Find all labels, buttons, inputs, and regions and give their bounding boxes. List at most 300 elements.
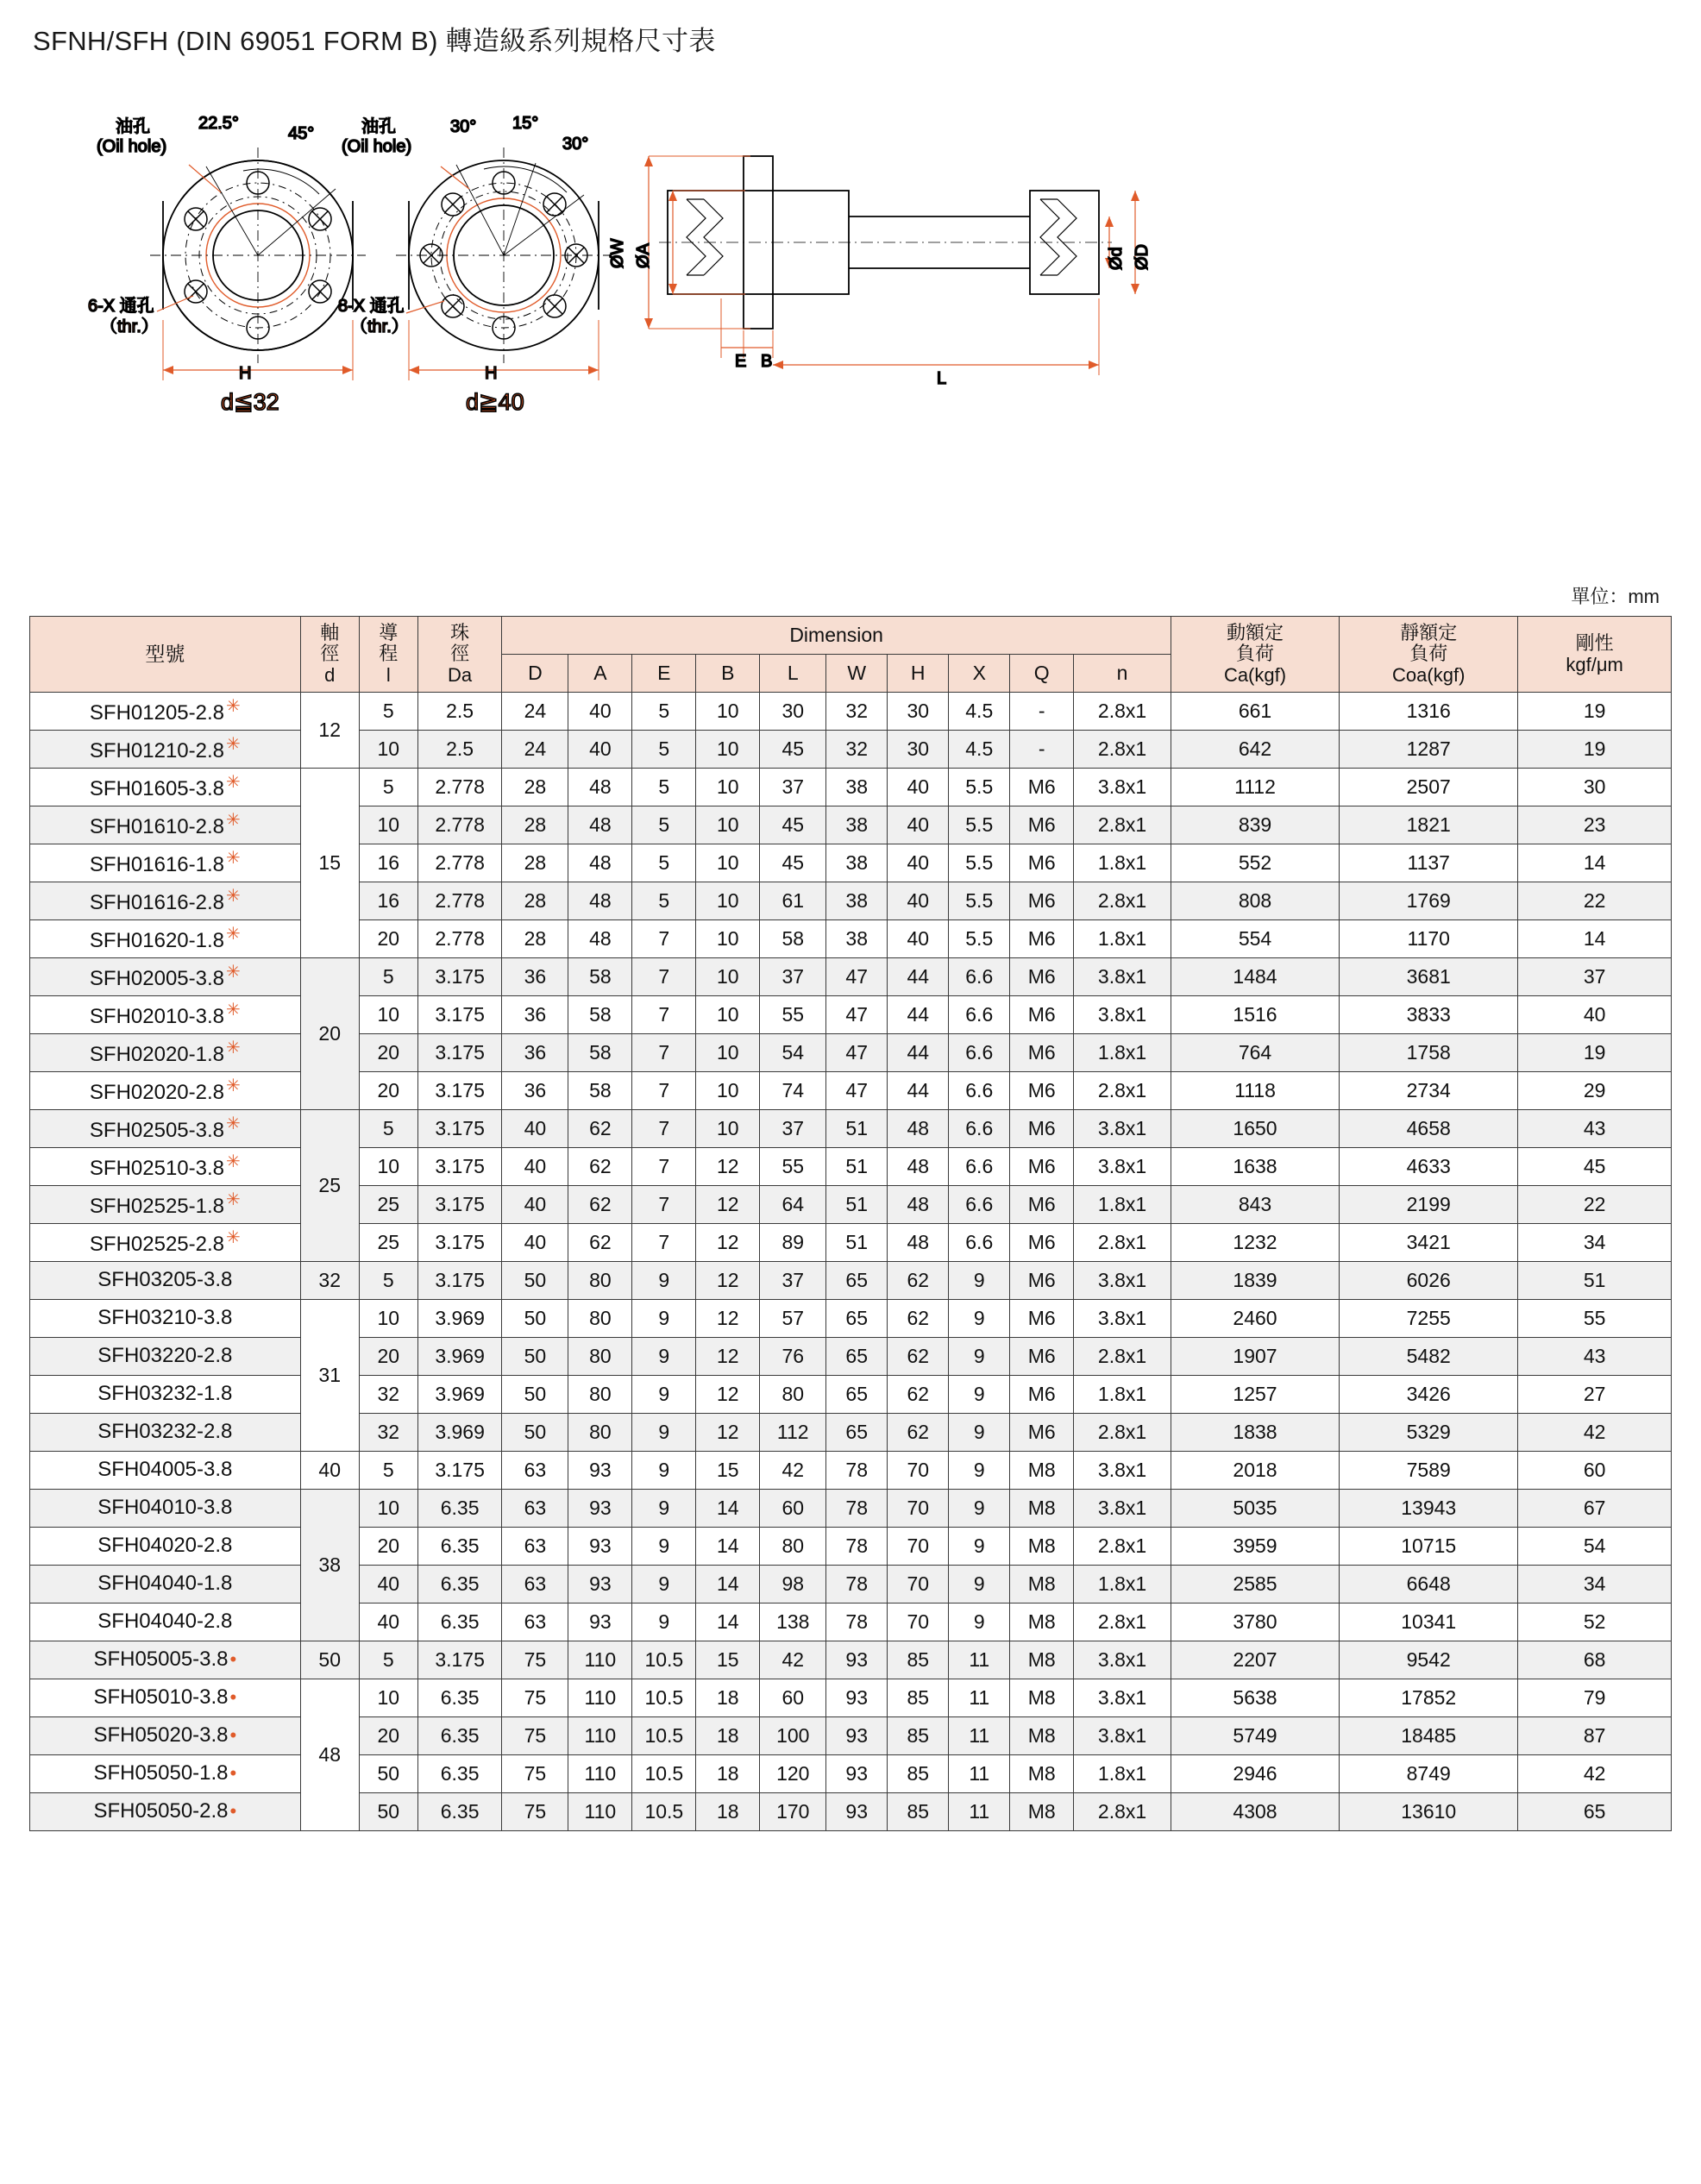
cell-w: 38 xyxy=(826,920,888,958)
cell-l: 45 xyxy=(760,844,826,882)
cell-w: 47 xyxy=(826,958,888,996)
header-dyn-l2: 負荷 xyxy=(1236,643,1275,665)
cell-rig: 51 xyxy=(1518,1262,1672,1300)
cell-n: 2.8x1 xyxy=(1074,693,1171,731)
cell-e: 7 xyxy=(632,1110,696,1148)
table-body xyxy=(30,693,1672,1831)
cell-d: 63 xyxy=(502,1603,568,1641)
cell-d: 24 xyxy=(502,693,568,731)
cell-coa: 4658 xyxy=(1340,1110,1518,1148)
cell-l: 5 xyxy=(359,1262,417,1300)
cell-model: SFH01605-3.8 ✳ xyxy=(30,769,301,806)
cell-w: 65 xyxy=(826,1376,888,1414)
cell-b: 18 xyxy=(696,1793,760,1831)
cell-ca: 552 xyxy=(1171,844,1339,882)
cell-coa: 18485 xyxy=(1340,1717,1518,1755)
cell-x: 6.6 xyxy=(949,996,1010,1034)
cell-l: 45 xyxy=(760,731,826,769)
cell-w: 47 xyxy=(826,996,888,1034)
cell-model: SFH02525-2.8 ✳ xyxy=(30,1224,301,1262)
star-marker-icon: ✳ xyxy=(226,735,241,755)
cell-da: 2.778 xyxy=(417,769,502,806)
cell-l: 50 xyxy=(359,1755,417,1793)
cell-e: 7 xyxy=(632,1186,696,1224)
cell-x: 5.5 xyxy=(949,844,1010,882)
cell-n: 3.8x1 xyxy=(1074,1148,1171,1186)
cell-coa: 6026 xyxy=(1340,1262,1518,1300)
cell-b: 10 xyxy=(696,1034,760,1072)
cell-q: M6 xyxy=(1010,1338,1074,1376)
cell-h: 62 xyxy=(888,1338,949,1376)
cell-model: SFH01616-2.8 ✳ xyxy=(30,882,301,920)
cell-l: 42 xyxy=(760,1641,826,1679)
cell-h: 48 xyxy=(888,1148,949,1186)
cell-model: SFH01616-1.8 ✳ xyxy=(30,844,301,882)
cell-n: 3.8x1 xyxy=(1074,1490,1171,1528)
cell-w: 78 xyxy=(826,1566,888,1603)
cell-rig: 27 xyxy=(1518,1376,1672,1414)
header-dim-x: X xyxy=(949,655,1010,693)
left-angle-45: 45° xyxy=(288,124,315,143)
cell-q: M8 xyxy=(1010,1793,1074,1831)
cell-model: SFH01620-1.8 ✳ xyxy=(30,920,301,958)
cell-model: SFH04020-2.8 xyxy=(30,1528,301,1566)
cell-a: 62 xyxy=(568,1186,632,1224)
cell-x: 6.6 xyxy=(949,1224,1010,1262)
cell-l: 89 xyxy=(760,1224,826,1262)
cell-model: SFH01210-2.8 ✳ xyxy=(30,731,301,769)
cell-q: M8 xyxy=(1010,1490,1074,1528)
cell-b: 15 xyxy=(696,1452,760,1490)
cell-b: 12 xyxy=(696,1338,760,1376)
cell-h: 44 xyxy=(888,1034,949,1072)
cell-coa: 8749 xyxy=(1340,1755,1518,1793)
cell-ca: 843 xyxy=(1171,1186,1339,1224)
cell-rig: 54 xyxy=(1518,1528,1672,1566)
cell-x: 9 xyxy=(949,1338,1010,1376)
header-dimension: Dimension xyxy=(502,617,1171,655)
cell-ca: 1839 xyxy=(1171,1262,1339,1300)
cell-model: SFH05050-1.8• xyxy=(30,1755,301,1793)
cell-w: 38 xyxy=(826,844,888,882)
star-marker-icon: ✳ xyxy=(226,697,241,717)
cell-l: 25 xyxy=(359,1186,417,1224)
cell-e: 5 xyxy=(632,769,696,806)
header-dim-q: Q xyxy=(1010,655,1074,693)
cell-rig: 37 xyxy=(1518,958,1672,996)
header-lead xyxy=(359,617,417,693)
header-ball-dia-l3: Da xyxy=(448,663,473,686)
cell-d: 28 xyxy=(502,806,568,844)
cell-w: 78 xyxy=(826,1603,888,1641)
cell-d: 40 xyxy=(502,1110,568,1148)
cell-e: 10.5 xyxy=(632,1755,696,1793)
table-row xyxy=(30,1603,1672,1641)
cell-da: 6.35 xyxy=(417,1717,502,1755)
cell-e: 5 xyxy=(632,882,696,920)
cell-b: 12 xyxy=(696,1376,760,1414)
cell-a: 48 xyxy=(568,882,632,920)
cell-n: 2.8x1 xyxy=(1074,1072,1171,1110)
cell-rig: 22 xyxy=(1518,882,1672,920)
cell-rig: 43 xyxy=(1518,1110,1672,1148)
left-view-caption: d≦32 xyxy=(221,389,279,415)
cell-e: 7 xyxy=(632,1148,696,1186)
cell-h: 85 xyxy=(888,1793,949,1831)
cell-b: 10 xyxy=(696,731,760,769)
cell-h: 70 xyxy=(888,1566,949,1603)
table-row xyxy=(30,1224,1672,1262)
cell-h: 48 xyxy=(888,1110,949,1148)
cell-x: 4.5 xyxy=(949,731,1010,769)
cell-q: M8 xyxy=(1010,1641,1074,1679)
cell-rig: 19 xyxy=(1518,693,1672,731)
cell-q: M6 xyxy=(1010,1186,1074,1224)
cell-da: 6.35 xyxy=(417,1528,502,1566)
cell-w: 78 xyxy=(826,1490,888,1528)
cell-h: 44 xyxy=(888,996,949,1034)
cell-q: - xyxy=(1010,731,1074,769)
cell-h: 85 xyxy=(888,1679,949,1717)
cell-rig: 40 xyxy=(1518,996,1672,1034)
cell-ca: 1838 xyxy=(1171,1414,1339,1452)
cell-shaft-dia: 38 xyxy=(300,1490,359,1641)
cell-w: 47 xyxy=(826,1072,888,1110)
cell-h: 44 xyxy=(888,1072,949,1110)
table-row xyxy=(30,958,1672,996)
cell-da: 3.175 xyxy=(417,1224,502,1262)
cell-w: 32 xyxy=(826,731,888,769)
cell-shaft-dia: 25 xyxy=(300,1110,359,1262)
cell-n: 3.8x1 xyxy=(1074,1679,1171,1717)
cell-h: 62 xyxy=(888,1300,949,1338)
header-dim-l: L xyxy=(760,655,826,693)
header-rig-l1: 剛性 xyxy=(1575,631,1614,654)
cell-a: 93 xyxy=(568,1528,632,1566)
cell-n: 1.8x1 xyxy=(1074,1566,1171,1603)
cell-coa: 17852 xyxy=(1340,1679,1518,1717)
cell-x: 5.5 xyxy=(949,769,1010,806)
cell-q: M6 xyxy=(1010,1376,1074,1414)
header-dim-a: A xyxy=(568,655,632,693)
cell-da: 6.35 xyxy=(417,1490,502,1528)
cell-rig: 43 xyxy=(1518,1338,1672,1376)
cell-x: 9 xyxy=(949,1414,1010,1452)
star-marker-icon: ✳ xyxy=(226,849,241,869)
cell-l: 37 xyxy=(760,769,826,806)
cell-model: SFH03205-3.8 xyxy=(30,1262,301,1300)
cell-coa: 6648 xyxy=(1340,1566,1518,1603)
cell-d: 28 xyxy=(502,844,568,882)
cell-l: 20 xyxy=(359,1717,417,1755)
cell-q: M6 xyxy=(1010,1224,1074,1262)
cell-l: 10 xyxy=(359,1300,417,1338)
cell-rig: 19 xyxy=(1518,731,1672,769)
cell-model: SFH02505-3.8 ✳ xyxy=(30,1110,301,1148)
table-row xyxy=(30,731,1672,769)
header-dynamic-load xyxy=(1171,617,1339,693)
cell-h: 62 xyxy=(888,1414,949,1452)
cell-n: 1.8x1 xyxy=(1074,844,1171,882)
cell-da: 2.778 xyxy=(417,882,502,920)
cell-e: 9 xyxy=(632,1452,696,1490)
cell-q: M8 xyxy=(1010,1566,1074,1603)
cell-coa: 5482 xyxy=(1340,1338,1518,1376)
cell-coa: 1769 xyxy=(1340,882,1518,920)
cell-da: 3.969 xyxy=(417,1300,502,1338)
cell-w: 65 xyxy=(826,1414,888,1452)
header-shaft-dia xyxy=(300,617,359,693)
cell-x: 4.5 xyxy=(949,693,1010,731)
star-marker-icon: ✳ xyxy=(226,963,241,982)
cell-model: SFH03232-1.8 xyxy=(30,1376,301,1414)
cell-l: 138 xyxy=(760,1603,826,1641)
cell-l: 32 xyxy=(359,1376,417,1414)
cell-w: 47 xyxy=(826,1034,888,1072)
cell-a: 48 xyxy=(568,806,632,844)
cell-w: 51 xyxy=(826,1186,888,1224)
cell-ca: 3780 xyxy=(1171,1603,1339,1641)
cell-b: 10 xyxy=(696,958,760,996)
cell-a: 110 xyxy=(568,1717,632,1755)
cell-ca: 4308 xyxy=(1171,1793,1339,1831)
cell-h: 40 xyxy=(888,920,949,958)
cell-l: 10 xyxy=(359,1490,417,1528)
cell-x: 9 xyxy=(949,1300,1010,1338)
cell-x: 9 xyxy=(949,1452,1010,1490)
cell-shaft-dia: 12 xyxy=(300,693,359,769)
cell-ca: 1516 xyxy=(1171,996,1339,1034)
cell-b: 18 xyxy=(696,1679,760,1717)
mid-thru-label-en: （thr.） xyxy=(350,317,409,336)
cell-x: 11 xyxy=(949,1679,1010,1717)
cell-h: 62 xyxy=(888,1262,949,1300)
cell-ca: 2460 xyxy=(1171,1300,1339,1338)
cell-w: 51 xyxy=(826,1224,888,1262)
cell-h: 48 xyxy=(888,1186,949,1224)
cell-l: 55 xyxy=(760,1148,826,1186)
cell-d: 50 xyxy=(502,1300,568,1338)
cell-b: 14 xyxy=(696,1603,760,1641)
cell-da: 3.175 xyxy=(417,1186,502,1224)
cell-d: 75 xyxy=(502,1679,568,1717)
cell-b: 10 xyxy=(696,806,760,844)
cell-b: 12 xyxy=(696,1300,760,1338)
cell-rig: 34 xyxy=(1518,1566,1672,1603)
cell-e: 9 xyxy=(632,1566,696,1603)
cell-a: 40 xyxy=(568,693,632,731)
cell-a: 93 xyxy=(568,1566,632,1603)
cell-rig: 55 xyxy=(1518,1300,1672,1338)
cell-l: 5 xyxy=(359,1452,417,1490)
cell-e: 7 xyxy=(632,1034,696,1072)
cell-d: 28 xyxy=(502,920,568,958)
cell-h: 40 xyxy=(888,806,949,844)
dot-marker-icon: • xyxy=(229,1648,237,1671)
cell-x: 5.5 xyxy=(949,920,1010,958)
cell-x: 6.6 xyxy=(949,1072,1010,1110)
cell-b: 12 xyxy=(696,1414,760,1452)
cell-ca: 1118 xyxy=(1171,1072,1339,1110)
cell-b: 12 xyxy=(696,1186,760,1224)
cell-n: 1.8x1 xyxy=(1074,1376,1171,1414)
cell-x: 5.5 xyxy=(949,882,1010,920)
label-l: L xyxy=(937,369,947,388)
cell-a: 58 xyxy=(568,1034,632,1072)
cell-d: 75 xyxy=(502,1641,568,1679)
cell-ca: 1484 xyxy=(1171,958,1339,996)
star-marker-icon: ✳ xyxy=(226,1228,241,1248)
cell-shaft-dia: 48 xyxy=(300,1679,359,1831)
cell-e: 5 xyxy=(632,806,696,844)
cell-x: 6.6 xyxy=(949,958,1010,996)
cell-l: 25 xyxy=(359,1224,417,1262)
star-marker-icon: ✳ xyxy=(226,1001,241,1020)
header-dim-w: W xyxy=(826,655,888,693)
cell-ca: 1650 xyxy=(1171,1110,1339,1148)
cell-h: 70 xyxy=(888,1603,949,1641)
mid-oil-hole-label-cn: 油孔 xyxy=(361,117,396,136)
cell-n: 3.8x1 xyxy=(1074,958,1171,996)
cell-h: 70 xyxy=(888,1490,949,1528)
cell-l: 10 xyxy=(359,806,417,844)
cell-da: 3.175 xyxy=(417,1034,502,1072)
table-row xyxy=(30,996,1672,1034)
cell-x: 6.6 xyxy=(949,1034,1010,1072)
cell-rig: 87 xyxy=(1518,1717,1672,1755)
table-row xyxy=(30,1338,1672,1376)
cell-l: 5 xyxy=(359,958,417,996)
table-row xyxy=(30,844,1672,882)
cell-rig: 42 xyxy=(1518,1755,1672,1793)
cell-shaft-dia: 31 xyxy=(300,1300,359,1452)
cell-coa: 9542 xyxy=(1340,1641,1518,1679)
cell-coa: 1137 xyxy=(1340,844,1518,882)
cell-q: M6 xyxy=(1010,920,1074,958)
cell-model: SFH02510-3.8 ✳ xyxy=(30,1148,301,1186)
cell-rig: 14 xyxy=(1518,844,1672,882)
cell-q: M6 xyxy=(1010,769,1074,806)
star-marker-icon: ✳ xyxy=(226,811,241,831)
cell-ca: 2585 xyxy=(1171,1566,1339,1603)
cell-x: 11 xyxy=(949,1755,1010,1793)
cell-ca: 2946 xyxy=(1171,1755,1339,1793)
cell-da: 2.778 xyxy=(417,844,502,882)
cell-n: 3.8x1 xyxy=(1074,769,1171,806)
cell-x: 11 xyxy=(949,1793,1010,1831)
cell-l: 40 xyxy=(359,1603,417,1641)
cell-da: 6.35 xyxy=(417,1679,502,1717)
cell-model: SFH04005-3.8 xyxy=(30,1452,301,1490)
cell-rig: 65 xyxy=(1518,1793,1672,1831)
cell-coa: 3421 xyxy=(1340,1224,1518,1262)
cell-da: 3.969 xyxy=(417,1376,502,1414)
cell-shaft-dia: 40 xyxy=(300,1452,359,1490)
cell-a: 110 xyxy=(568,1793,632,1831)
cell-rig: 45 xyxy=(1518,1148,1672,1186)
cell-h: 40 xyxy=(888,844,949,882)
table-row xyxy=(30,1452,1672,1490)
technical-drawing-area xyxy=(29,61,1672,587)
cell-n: 2.8x1 xyxy=(1074,1224,1171,1262)
cell-da: 3.175 xyxy=(417,1452,502,1490)
dot-marker-icon: • xyxy=(229,1800,237,1823)
cell-b: 10 xyxy=(696,1072,760,1110)
cell-l: 42 xyxy=(760,1452,826,1490)
cell-h: 40 xyxy=(888,882,949,920)
cell-l: 5 xyxy=(359,1110,417,1148)
cell-e: 9 xyxy=(632,1414,696,1452)
cell-n: 2.8x1 xyxy=(1074,731,1171,769)
cell-n: 2.8x1 xyxy=(1074,882,1171,920)
cell-q: M6 xyxy=(1010,958,1074,996)
cell-d: 36 xyxy=(502,958,568,996)
cell-model: SFH03220-2.8 xyxy=(30,1338,301,1376)
table-row xyxy=(30,769,1672,806)
cell-a: 62 xyxy=(568,1110,632,1148)
cell-coa: 10341 xyxy=(1340,1603,1518,1641)
cell-da: 6.35 xyxy=(417,1755,502,1793)
header-lead-l1: 導 xyxy=(379,621,399,643)
cell-da: 3.969 xyxy=(417,1414,502,1452)
cell-shaft-dia: 50 xyxy=(300,1641,359,1679)
cell-d: 63 xyxy=(502,1566,568,1603)
cell-l: 112 xyxy=(760,1414,826,1452)
table-row xyxy=(30,1679,1672,1717)
cell-l: 16 xyxy=(359,882,417,920)
cell-n: 3.8x1 xyxy=(1074,1262,1171,1300)
specification-table xyxy=(29,616,1672,1831)
cell-q: M6 xyxy=(1010,1262,1074,1300)
cell-w: 78 xyxy=(826,1452,888,1490)
cell-ca: 1638 xyxy=(1171,1148,1339,1186)
header-shaft-dia-l2: 徑 xyxy=(320,643,340,665)
cell-n: 2.8x1 xyxy=(1074,1414,1171,1452)
cell-shaft-dia: 20 xyxy=(300,958,359,1110)
cell-rig: 79 xyxy=(1518,1679,1672,1717)
cell-h: 85 xyxy=(888,1641,949,1679)
cell-coa: 3833 xyxy=(1340,996,1518,1034)
cell-w: 65 xyxy=(826,1300,888,1338)
cell-n: 3.8x1 xyxy=(1074,1641,1171,1679)
cell-q: M6 xyxy=(1010,1034,1074,1072)
cell-a: 48 xyxy=(568,920,632,958)
cell-l: 80 xyxy=(760,1528,826,1566)
header-dim-n: n xyxy=(1074,655,1171,693)
technical-drawing-svg xyxy=(29,61,1668,587)
cell-rig: 22 xyxy=(1518,1186,1672,1224)
cell-a: 58 xyxy=(568,958,632,996)
cell-e: 7 xyxy=(632,996,696,1034)
cell-b: 10 xyxy=(696,920,760,958)
cell-l: 58 xyxy=(760,920,826,958)
cell-x: 9 xyxy=(949,1490,1010,1528)
cell-d: 63 xyxy=(502,1490,568,1528)
cell-x: 9 xyxy=(949,1566,1010,1603)
cell-da: 2.5 xyxy=(417,693,502,731)
cell-h: 30 xyxy=(888,731,949,769)
cell-h: 30 xyxy=(888,693,949,731)
cell-n: 2.8x1 xyxy=(1074,1528,1171,1566)
cell-a: 48 xyxy=(568,844,632,882)
cell-w: 93 xyxy=(826,1717,888,1755)
cell-d: 75 xyxy=(502,1793,568,1831)
cell-coa: 1170 xyxy=(1340,920,1518,958)
cell-da: 3.175 xyxy=(417,1148,502,1186)
cell-q: M6 xyxy=(1010,1414,1074,1452)
header-rigidity xyxy=(1518,617,1672,693)
cell-a: 58 xyxy=(568,996,632,1034)
